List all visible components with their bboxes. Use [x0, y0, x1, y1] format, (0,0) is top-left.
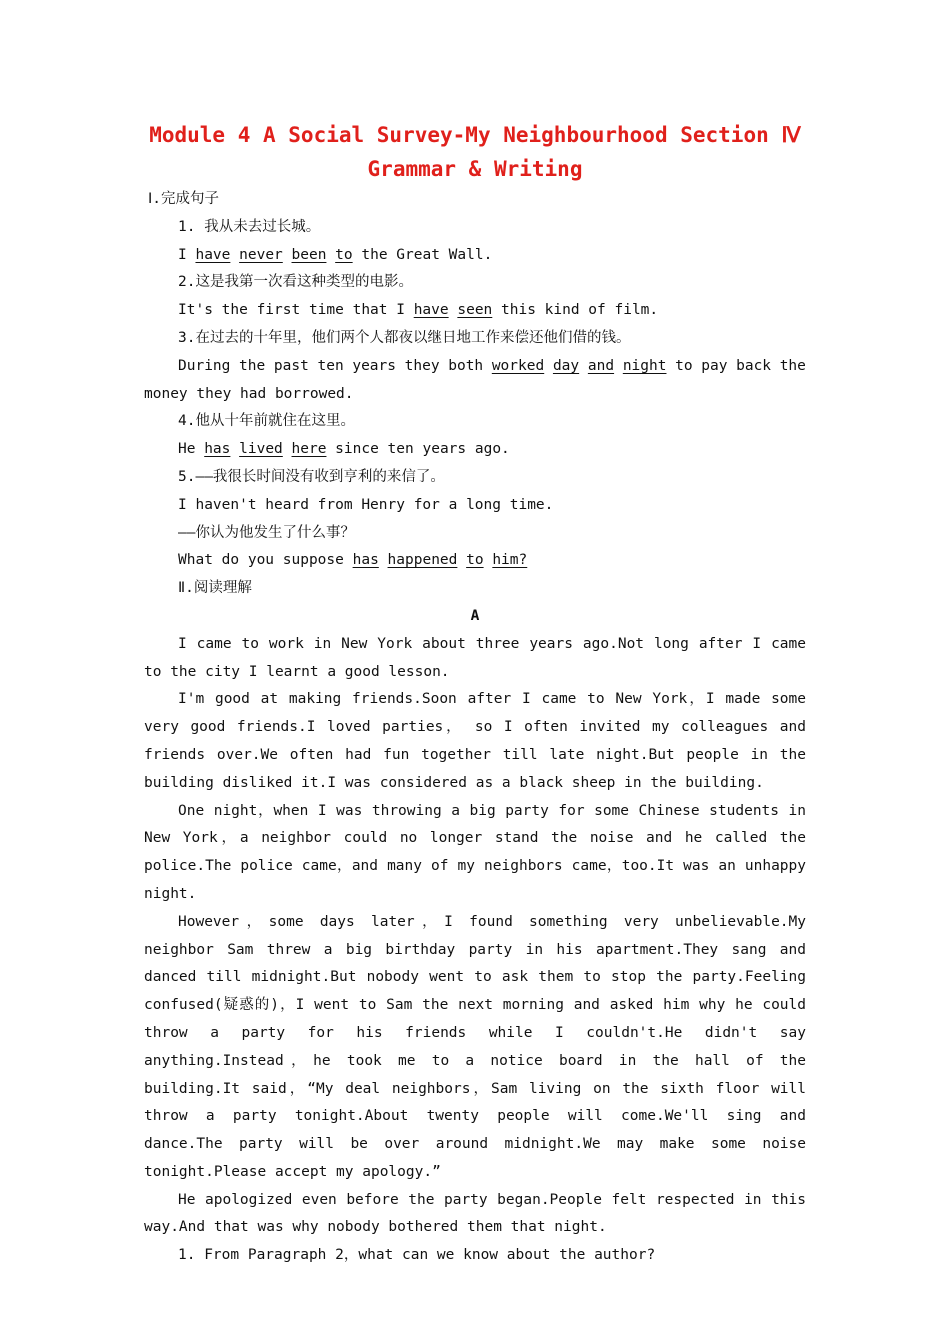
passage-paragraph-3: One night，when I was throwing a big party for some Chinese students in New York，a neighbor could no longer stand the noise and he called the police.The police came，and many of my neighbors came，too.It was an unhappy night.	[144, 802, 806, 902]
question-4-answer: He has lived here since ten years ago.	[178, 441, 510, 458]
passage-paragraph-5: He apologized even before the party began.People felt respected in this way.And that was why nobody bothered them that night.	[144, 1191, 806, 1236]
title-line-2: Grammar & Writing	[367, 157, 583, 181]
document-page	[144, 118, 806, 1270]
reading-question-1: 1. From Paragraph 2，what can we know about the author?	[178, 1247, 656, 1264]
section-heading-2: Ⅱ.阅读理解	[178, 580, 252, 597]
passage-paragraph-2: I'm good at making friends.Soon after I came to New York，I made some very good friends.I loved parties， so I often invited my colleagues and friends over.We often had fun together till late night.But people in the building disliked it.I was considered as a black sheep in the building.	[144, 691, 806, 791]
passage-paragraph-4: However，some days later，I found something very unbelievable.My neighbor Sam threw a big birthday party in his apartment.They sang and danced till midnight.But nobody went to ask them to stop the party.Feeling confused(疑惑的)，I went to Sam the next morning and asked him why he could throw a party for his friends while I couldn't.He didn't say anything.Instead，he took me to a notice board in the hall of the building.It said，“My deal neighbors，Sam living on the sixth floor will throw a party tonight.About twenty people will come.We'll sing and dance.The party will be over around midnight.We may make some noise tonight.Please accept my apology.”	[144, 913, 806, 1180]
question-1-chinese: 1. 我从未去过长城。	[178, 218, 321, 235]
question-3-answer: During the past ten years they both worked day and night to pay back the	[178, 357, 806, 374]
question-5-english: I haven't heard from Henry for a long time.	[178, 496, 554, 513]
passage-label: A	[470, 607, 480, 624]
question-4-chinese: 4.他从十年前就住在这里。	[178, 413, 355, 430]
question-2-answer: It's the first time that I have seen this kind of film.	[178, 302, 659, 319]
question-3-answer-cont: money they had borrowed.	[144, 385, 354, 402]
title-line-1: Module 4 A Social Survey-My Neighbourhood Section Ⅳ	[149, 123, 801, 147]
question-5-chinese-2: ——你认为他发生了什么事？	[178, 524, 355, 541]
section-heading-1: Ⅰ.完成句子	[148, 191, 220, 207]
passage-paragraph-1: I came to work in New York about three years ago.Not long after I came to the city I learnt a good lesson.	[144, 635, 806, 680]
question-2-chinese: 2.这是我第一次看这种类型的电影。	[178, 274, 413, 291]
question-5-chinese: 5.——我很长时间没有收到亨利的来信了。	[178, 468, 445, 485]
question-1-answer: I have never been to the Great Wall.	[178, 246, 493, 263]
document-title	[144, 118, 806, 186]
question-5-answer: What do you suppose has happened to him?	[178, 552, 528, 569]
question-3-chinese: 3.在过去的十年里，他们两个人都夜以继日地工作来偿还他们借的钱。	[178, 329, 631, 346]
